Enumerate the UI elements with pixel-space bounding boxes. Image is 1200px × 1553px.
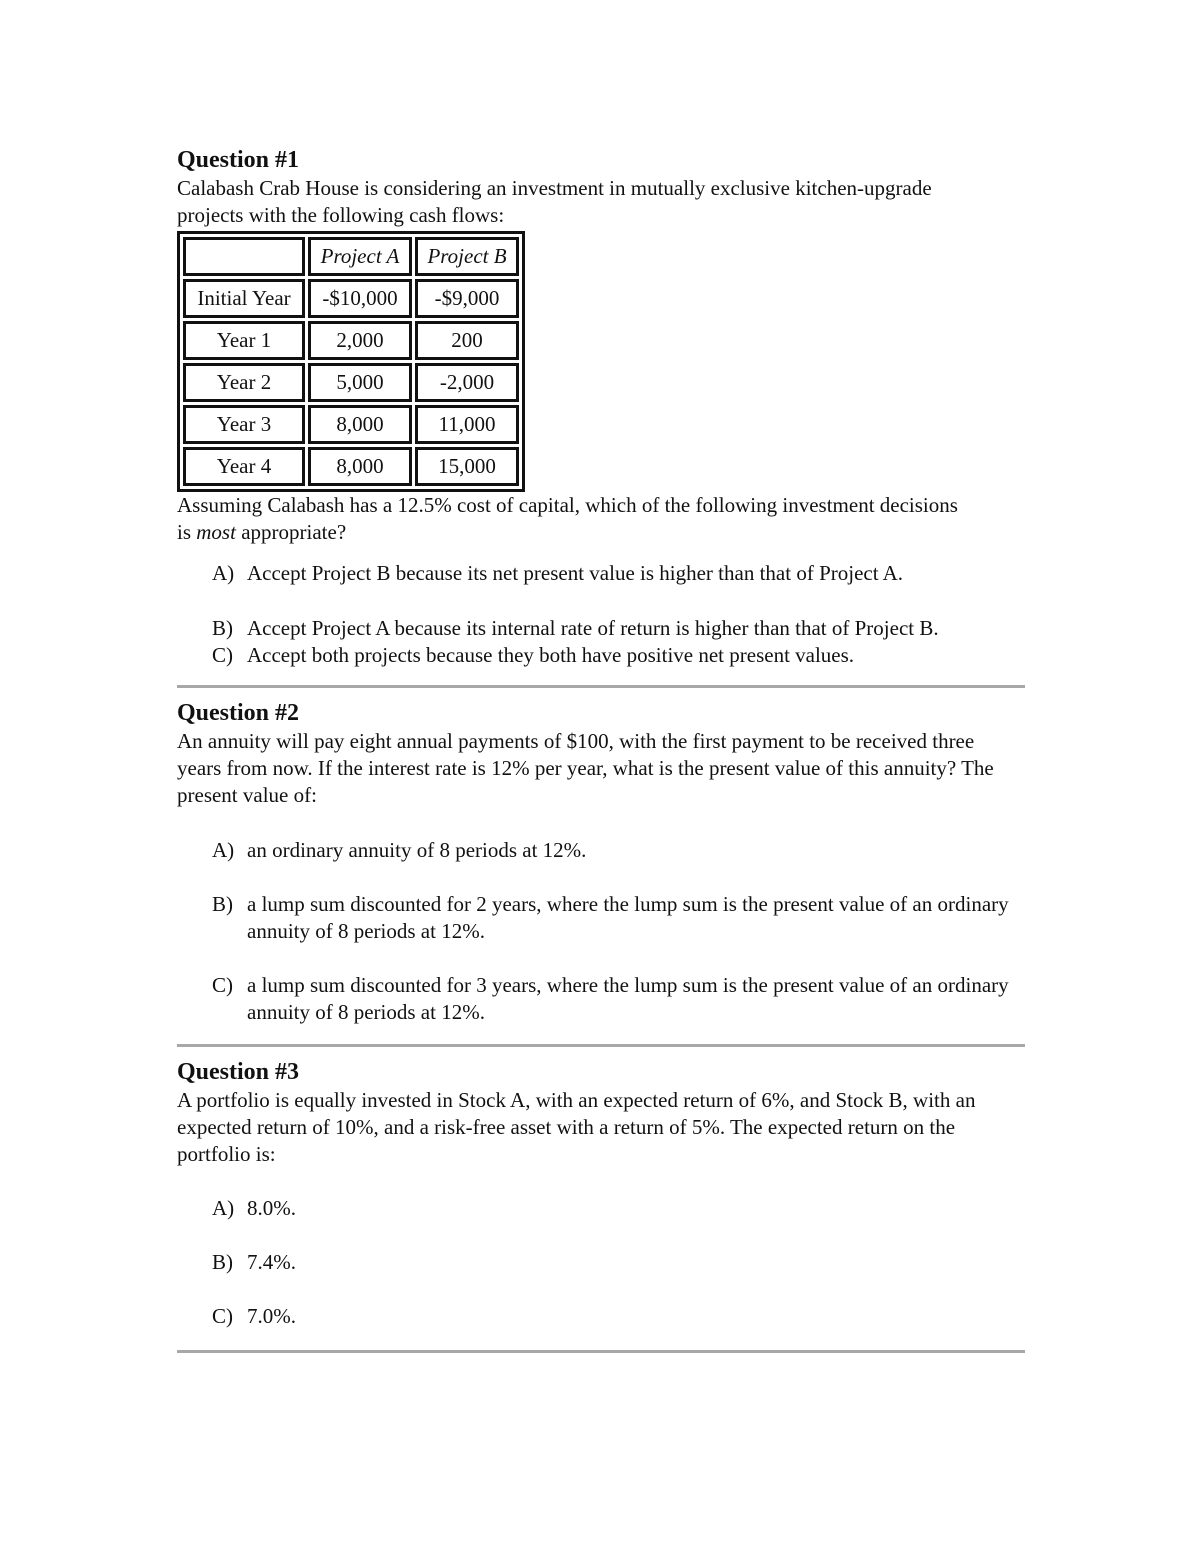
section-divider (177, 1350, 1025, 1353)
option-text: an ordinary annuity of 8 periods at 12%. (247, 838, 587, 862)
table-cell: Year 1 (183, 321, 305, 360)
cash-flow-table (177, 231, 525, 492)
table-row (183, 363, 519, 402)
question-title: Question #3 (177, 1059, 300, 1085)
prompt-emphasis: most (196, 520, 236, 544)
answer-option[interactable] (212, 972, 1025, 1026)
question-1 (177, 145, 1025, 669)
option-text: Accept Project B because its net present value is higher than that of Project A. (247, 561, 904, 585)
table-cell: 15,000 (415, 447, 519, 486)
option-letter: B) (212, 616, 233, 640)
option-letter: C) (212, 1304, 233, 1328)
option-letter: B) (212, 892, 233, 916)
option-letter: A) (212, 561, 235, 585)
table-header-row (183, 237, 519, 276)
answer-option[interactable] (212, 1249, 1025, 1276)
answer-options (177, 560, 1025, 669)
question-prompt (177, 492, 977, 546)
table-cell: 8,000 (308, 447, 412, 486)
answer-option[interactable] (212, 642, 1025, 669)
option-letter: B) (212, 1250, 233, 1274)
table-cell: Initial Year (183, 279, 305, 318)
question-2 (177, 698, 1025, 1026)
question-intro: An annuity will pay eight annual payments of $100, with the first payment to be received three years from now. If the interest rate is 12% per year, what is the present value of this annuity? The present value of: (177, 729, 994, 807)
answer-option[interactable] (212, 1195, 1025, 1222)
table-cell: Year 4 (183, 447, 305, 486)
option-text: Accept both projects because they both have positive net present values. (247, 643, 855, 667)
table-cell: 2,000 (308, 321, 412, 360)
question-intro: A portfolio is equally invested in Stock A, with an expected return of 6%, and Stock B, with an expected return of 10%, and a risk-free asset with a return of 5%. The expected return on the portfolio is: (177, 1088, 976, 1166)
answer-option[interactable] (212, 837, 1025, 864)
section-divider (177, 685, 1025, 688)
table-cell: Year 3 (183, 405, 305, 444)
table-header-cell (183, 237, 305, 276)
table-cell: -$10,000 (308, 279, 412, 318)
option-letter: A) (212, 1196, 235, 1220)
option-text: 7.0%. (247, 1304, 296, 1328)
table-row (183, 321, 519, 360)
question-title: Question #2 (177, 700, 300, 726)
question-intro: Calabash Crab House is considering an investment in mutually exclusive kitchen-upgrade projects with the following cash flows: (177, 176, 932, 227)
option-letter: C) (212, 643, 233, 667)
answer-options (177, 837, 1025, 1026)
table-cell: 8,000 (308, 405, 412, 444)
prompt-text: appropriate? (235, 520, 347, 544)
table-row (183, 405, 519, 444)
answer-options (177, 1195, 1025, 1330)
option-text: Accept Project A because its internal rate of return is higher than that of Project B. (247, 616, 939, 640)
document-page (177, 140, 1025, 1353)
question-title: Question #1 (177, 147, 300, 173)
option-letter: C) (212, 973, 233, 997)
option-text: a lump sum discounted for 2 years, where the lump sum is the present value of an ordinary annuity of 8 periods at 12%. (247, 892, 1009, 943)
question-3 (177, 1057, 1025, 1330)
table-cell: 5,000 (308, 363, 412, 402)
answer-option[interactable] (212, 891, 1025, 945)
section-divider (177, 1044, 1025, 1047)
answer-option[interactable] (212, 615, 1025, 642)
answer-option[interactable] (212, 560, 1025, 587)
table-cell: Year 2 (183, 363, 305, 402)
table-cell: -2,000 (415, 363, 519, 402)
table-cell: 11,000 (415, 405, 519, 444)
table-cell: -$9,000 (415, 279, 519, 318)
table-header-cell: Project B (415, 237, 519, 276)
option-text: 7.4%. (247, 1250, 296, 1274)
table-row (183, 279, 519, 318)
table-cell: 200 (415, 321, 519, 360)
table-header-cell: Project A (308, 237, 412, 276)
option-letter: A) (212, 838, 235, 862)
answer-option[interactable] (212, 1303, 1025, 1330)
prompt-text: Assuming Calabash has a 12.5% cost of capital, which of the following investment decisions is (177, 493, 958, 544)
option-text: a lump sum discounted for 3 years, where the lump sum is the present value of an ordinary annuity of 8 periods at 12%. (247, 973, 1009, 1024)
option-text: 8.0%. (247, 1196, 296, 1220)
table-row (183, 447, 519, 486)
